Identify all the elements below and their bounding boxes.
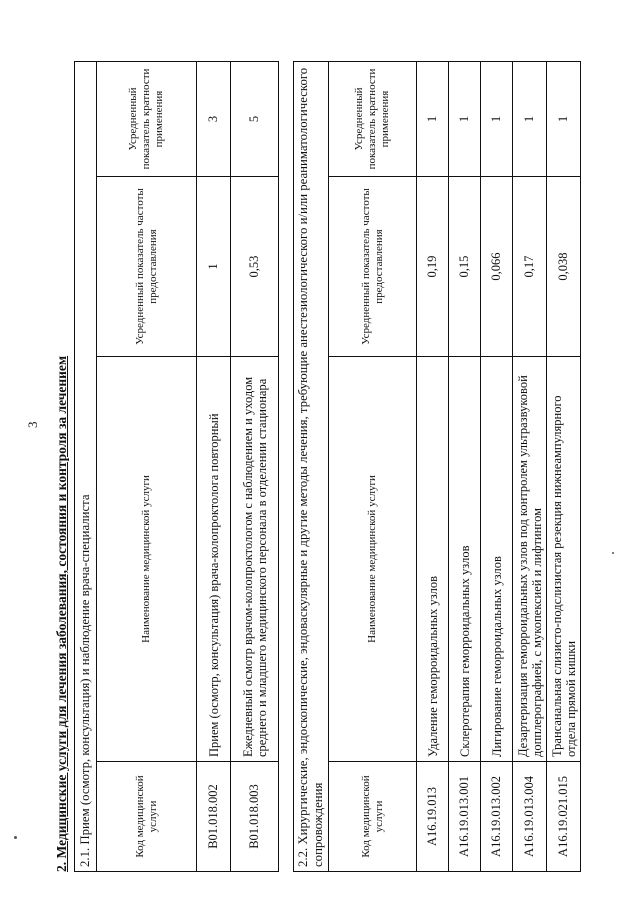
section-title: 2.2. Хирургические, эндоскопические, эндоваскулярные и другие методы лечения, требующие анестезиологического и/или реаниматологического сопровождения — [294, 61, 329, 871]
service-name: Удаление геморроидальных узлов — [417, 357, 449, 762]
service-mult: 1 — [547, 61, 581, 176]
service-code: A16.19.021.015 — [547, 762, 581, 872]
table-title-row — [75, 62, 97, 872]
service-freq: 0,15 — [449, 177, 481, 357]
service-freq: 0,066 — [481, 177, 513, 357]
col-name-header: Наименование медицинской услуги — [329, 357, 417, 762]
service-freq: 0,19 — [417, 177, 449, 357]
scan-speck — [14, 836, 17, 839]
col-mult-header: Усредненный показатель кратности применения — [329, 61, 417, 176]
service-mult: 5 — [231, 62, 279, 177]
service-name: Дезартеризация геморроидальных узлов под контролем ультразвуковой допплерографией, с мукопексией и лифтингом — [513, 357, 547, 762]
service-mult: 1 — [481, 61, 513, 176]
service-freq: 0,17 — [513, 177, 547, 357]
rotated-content — [54, 32, 594, 872]
service-code: A16.19.013.001 — [449, 762, 481, 872]
table-title-row — [294, 61, 329, 871]
service-code: A16.19.013.004 — [513, 762, 547, 872]
col-name-header: Наименование медицинской услуги — [97, 357, 197, 762]
table-consultations — [74, 61, 279, 872]
col-mult-header: Усредненный показатель кратности применения — [97, 62, 197, 177]
table-header-row — [97, 62, 197, 872]
service-code: B01.018.003 — [231, 762, 279, 872]
table-row — [417, 61, 449, 871]
col-code-header: Код медицинской услуги — [97, 762, 197, 872]
service-name: Прием (осмотр, консультация) врача-колопроктолога повторный — [197, 357, 231, 762]
service-mult: 3 — [197, 62, 231, 177]
service-name: Лигирование геморроидальных узлов — [481, 357, 513, 762]
col-freq-header: Усредненный показатель частоты предоставления — [329, 177, 417, 357]
service-freq: 1 — [197, 177, 231, 357]
service-name: Ежедневный осмотр врачом-колопроктологом с наблюдением и уходом среднего и младшего медицинского персонала в отделении стационара — [231, 357, 279, 762]
table-row — [197, 62, 231, 872]
service-mult: 1 — [417, 61, 449, 176]
col-code-header: Код медицинской услуги — [329, 762, 417, 872]
table-row — [231, 62, 279, 872]
service-mult: 1 — [513, 61, 547, 176]
table-row — [547, 61, 581, 871]
service-name: Склеротерапия геморроидальных узлов — [449, 357, 481, 762]
col-freq-header: Усредненный показатель частоты предоставления — [97, 177, 197, 357]
table-row — [513, 61, 547, 871]
service-code: B01.018.002 — [197, 762, 231, 872]
table-row — [481, 61, 513, 871]
section-title: 2.1. Прием (осмотр, консультация) и наблюдение врача-специалиста — [75, 62, 97, 872]
scan-speck — [612, 552, 614, 554]
service-name: Трансанальная слизисто-подслизистая резекция нижнеампулярного отдела прямой кишки — [547, 357, 581, 762]
service-freq: 0,038 — [547, 177, 581, 357]
service-freq: 0,53 — [231, 177, 279, 357]
page-number: 3 — [25, 421, 40, 428]
service-mult: 1 — [449, 61, 481, 176]
service-code: A16.19.013 — [417, 762, 449, 872]
table-surgical-methods — [293, 61, 581, 872]
service-code: A16.19.013.002 — [481, 762, 513, 872]
section-heading: 2. Медицинские услуги для лечения заболевания, состояния и контроля за лечением — [54, 355, 69, 872]
table-row — [449, 61, 481, 871]
table-header-row — [329, 61, 417, 871]
